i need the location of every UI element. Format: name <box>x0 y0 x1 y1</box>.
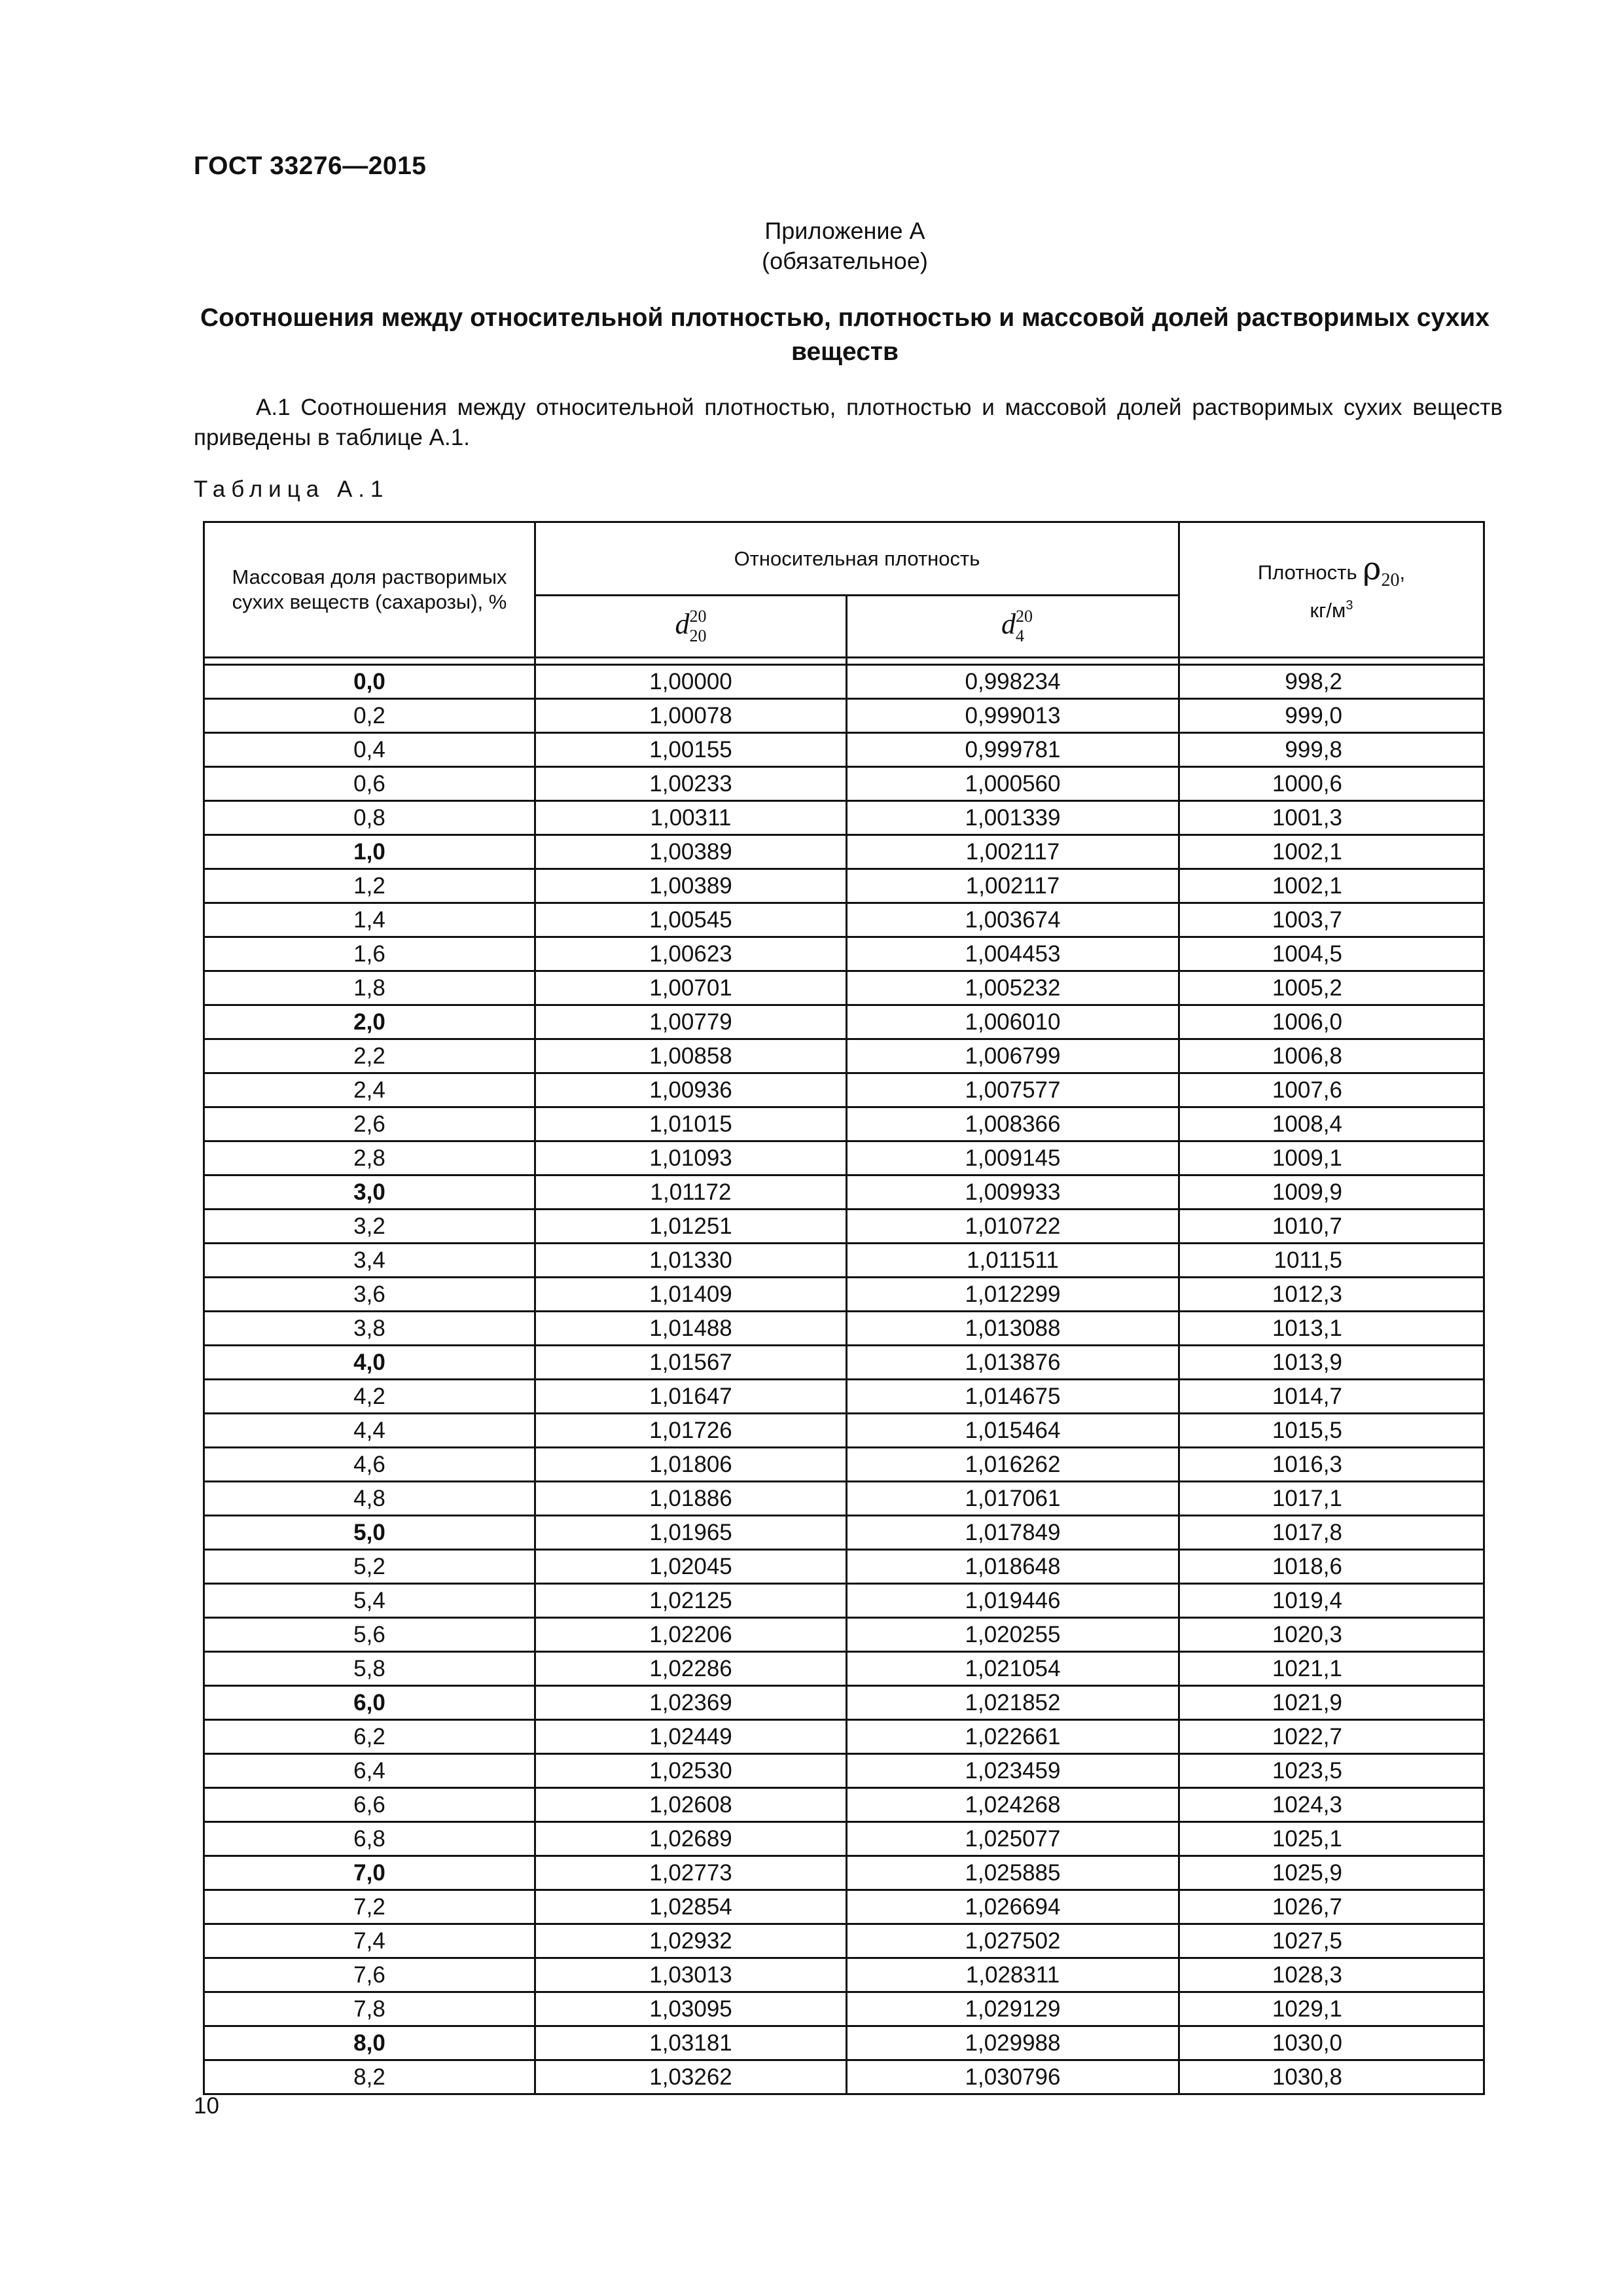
cell-mass-fraction: 0,0 <box>204 665 535 699</box>
cell-d20-4: 1,017849 <box>847 1516 1179 1550</box>
table-row <box>204 1107 1484 1141</box>
cell-mass-fraction: 4,4 <box>204 1414 535 1448</box>
cell-mass-fraction: 6,8 <box>204 1822 535 1856</box>
cell-d20-4: 1,029988 <box>847 2026 1179 2060</box>
cell-density: 1000,6 <box>1179 767 1484 801</box>
symbol-d20-20 <box>675 604 707 649</box>
cell-d20-4: 1,006010 <box>847 1005 1179 1039</box>
cell-d20-20: 1,00779 <box>535 1005 847 1039</box>
cell-density: 1007,6 <box>1179 1073 1484 1107</box>
cell-density: 1015,5 <box>1179 1414 1484 1448</box>
cell-d20-4: 0,999013 <box>847 699 1179 733</box>
appendix-heading <box>194 216 1496 276</box>
cell-mass-fraction: 0,6 <box>204 767 535 801</box>
cell-density: 1012,3 <box>1179 1278 1484 1312</box>
cell-d20-20: 1,01567 <box>535 1346 847 1380</box>
cell-d20-20: 1,00858 <box>535 1039 847 1073</box>
table-row <box>204 1141 1484 1175</box>
cell-mass-fraction: 5,2 <box>204 1550 535 1584</box>
cell-density: 1022,7 <box>1179 1720 1484 1754</box>
cell-d20-20: 1,01409 <box>535 1278 847 1312</box>
cell-density: 1018,6 <box>1179 1550 1484 1584</box>
cell-density: 1029,1 <box>1179 1992 1484 2026</box>
table-row <box>204 835 1484 869</box>
symbol-d20-20-base: d <box>675 608 690 640</box>
cell-mass-fraction: 7,0 <box>204 1856 535 1890</box>
cell-d20-4: 1,016262 <box>847 1448 1179 1482</box>
cell-d20-20: 1,02286 <box>535 1652 847 1686</box>
cell-d20-4: 1,000560 <box>847 767 1179 801</box>
cell-mass-fraction: 3,2 <box>204 1210 535 1244</box>
cell-d20-20: 1,00389 <box>535 835 847 869</box>
header-relative-density: Относительная плотность <box>535 522 1179 596</box>
table-row <box>204 1346 1484 1380</box>
table-row <box>204 1414 1484 1448</box>
cell-d20-20: 1,03262 <box>535 2060 847 2094</box>
cell-mass-fraction: 7,2 <box>204 1890 535 1924</box>
table-caption: Таблица А.1 <box>194 476 389 502</box>
appendix-title: Приложение А <box>764 217 925 244</box>
symbol-d20-4-sup: 20 <box>1016 607 1033 626</box>
cell-d20-4: 1,012299 <box>847 1278 1179 1312</box>
cell-density: 998,2 <box>1179 665 1484 699</box>
table-row <box>204 1073 1484 1107</box>
cell-density: 1027,5 <box>1179 1924 1484 1958</box>
cell-d20-20: 1,00233 <box>535 767 847 801</box>
cell-density: 1016,3 <box>1179 1448 1484 1482</box>
cell-d20-4: 1,001339 <box>847 801 1179 835</box>
cell-mass-fraction: 6,4 <box>204 1754 535 1788</box>
cell-density: 999,8 <box>1179 733 1484 767</box>
cell-d20-4: 1,028311 <box>847 1958 1179 1992</box>
cell-d20-4: 1,003674 <box>847 903 1179 937</box>
density-unit-power: 3 <box>1346 598 1353 613</box>
table-row <box>204 1686 1484 1720</box>
table-row <box>204 1210 1484 1244</box>
table-row <box>204 1618 1484 1652</box>
cell-d20-4: 1,014675 <box>847 1380 1179 1414</box>
cell-d20-4: 1,009145 <box>847 1141 1179 1175</box>
density-unit: кг/м <box>1310 599 1346 622</box>
cell-mass-fraction: 3,6 <box>204 1278 535 1312</box>
cell-d20-20: 1,00078 <box>535 699 847 733</box>
cell-d20-4: 1,026694 <box>847 1890 1179 1924</box>
table-row <box>204 903 1484 937</box>
cell-d20-4: 1,006799 <box>847 1039 1179 1073</box>
table-row <box>204 1175 1484 1210</box>
cell-density: 1025,9 <box>1179 1856 1484 1890</box>
cell-density: 1006,0 <box>1179 1005 1484 1039</box>
cell-d20-4: 1,018648 <box>847 1550 1179 1584</box>
cell-mass-fraction: 6,2 <box>204 1720 535 1754</box>
cell-mass-fraction: 1,0 <box>204 835 535 869</box>
cell-mass-fraction: 4,2 <box>204 1380 535 1414</box>
table-row <box>204 1278 1484 1312</box>
table-spacer-row <box>204 658 1484 665</box>
header-density <box>1179 522 1484 658</box>
spacer-cell <box>535 658 847 665</box>
cell-mass-fraction: 5,8 <box>204 1652 535 1686</box>
cell-density: 1003,7 <box>1179 903 1484 937</box>
cell-d20-20: 1,03095 <box>535 1992 847 2026</box>
cell-d20-20: 1,03181 <box>535 2026 847 2060</box>
table-row <box>204 1482 1484 1516</box>
cell-mass-fraction: 7,8 <box>204 1992 535 2026</box>
cell-d20-4: 1,004453 <box>847 937 1179 971</box>
cell-mass-fraction: 0,8 <box>204 801 535 835</box>
cell-mass-fraction: 1,4 <box>204 903 535 937</box>
table-row <box>204 801 1484 835</box>
table-row <box>204 1039 1484 1073</box>
cell-mass-fraction: 2,4 <box>204 1073 535 1107</box>
cell-d20-4: 0,998234 <box>847 665 1179 699</box>
cell-density: 1030,0 <box>1179 2026 1484 2060</box>
table-row <box>204 869 1484 903</box>
table-row <box>204 665 1484 699</box>
cell-d20-20: 1,01251 <box>535 1210 847 1244</box>
cell-d20-20: 1,02449 <box>535 1720 847 1754</box>
cell-d20-20: 1,00311 <box>535 801 847 835</box>
cell-mass-fraction: 7,6 <box>204 1958 535 1992</box>
cell-density: 1028,3 <box>1179 1958 1484 1992</box>
cell-d20-20: 1,01015 <box>535 1107 847 1141</box>
cell-d20-20: 1,01965 <box>535 1516 847 1550</box>
symbol-d20-4-sub: 4 <box>1016 626 1024 645</box>
cell-d20-20: 1,02206 <box>535 1618 847 1652</box>
cell-d20-20: 1,01172 <box>535 1175 847 1210</box>
cell-d20-20: 1,00623 <box>535 937 847 971</box>
header-density-label: Плотность <box>1257 561 1357 584</box>
cell-d20-20: 1,02773 <box>535 1856 847 1890</box>
cell-density: 1010,7 <box>1179 1210 1484 1244</box>
cell-density: 1013,1 <box>1179 1312 1484 1346</box>
cell-d20-20: 1,00545 <box>535 903 847 937</box>
cell-mass-fraction: 8,0 <box>204 2026 535 2060</box>
cell-density: 1001,3 <box>1179 801 1484 835</box>
cell-d20-20: 1,02125 <box>535 1584 847 1618</box>
cell-d20-4: 1,019446 <box>847 1584 1179 1618</box>
cell-mass-fraction: 1,6 <box>204 937 535 971</box>
cell-d20-20: 1,01886 <box>535 1482 847 1516</box>
cell-mass-fraction: 2,6 <box>204 1107 535 1141</box>
cell-d20-4: 1,021852 <box>847 1686 1179 1720</box>
table-row <box>204 1958 1484 1992</box>
table-row <box>204 937 1484 971</box>
document-header: ГОСТ 33276—2015 <box>194 152 427 180</box>
cell-density: 1021,1 <box>1179 1652 1484 1686</box>
table-row <box>204 1992 1484 2026</box>
table-row <box>204 699 1484 733</box>
cell-density: 1017,1 <box>1179 1482 1484 1516</box>
cell-mass-fraction: 0,4 <box>204 733 535 767</box>
symbol-d20-4-base: d <box>1001 608 1016 640</box>
cell-density: 1004,5 <box>1179 937 1484 971</box>
cell-d20-4: 1,011511 <box>847 1244 1179 1278</box>
cell-d20-20: 1,02530 <box>535 1754 847 1788</box>
cell-d20-4: 1,023459 <box>847 1754 1179 1788</box>
cell-density: 1020,3 <box>1179 1618 1484 1652</box>
cell-d20-4: 1,029129 <box>847 1992 1179 2026</box>
cell-d20-20: 1,01330 <box>535 1244 847 1278</box>
table-row <box>204 1720 1484 1754</box>
cell-d20-20: 1,01093 <box>535 1141 847 1175</box>
table-row <box>204 1584 1484 1618</box>
cell-density: 1014,7 <box>1179 1380 1484 1414</box>
spacer-cell <box>204 658 535 665</box>
cell-d20-4: 1,030796 <box>847 2060 1179 2094</box>
cell-mass-fraction: 2,8 <box>204 1141 535 1175</box>
cell-mass-fraction: 7,4 <box>204 1924 535 1958</box>
intro-paragraph: А.1 Соотношения между относительной плотностью, плотностью и массовой долей растворимых сухих веществ приведены в таблице А.1. <box>194 395 1503 450</box>
cell-density: 999,0 <box>1179 699 1484 733</box>
cell-d20-4: 1,027502 <box>847 1924 1179 1958</box>
cell-d20-20: 1,02045 <box>535 1550 847 1584</box>
table-row <box>204 767 1484 801</box>
cell-d20-20: 1,02369 <box>535 1686 847 1720</box>
cell-d20-20: 1,00000 <box>535 665 847 699</box>
table-row <box>204 1244 1484 1278</box>
cell-d20-20: 1,02932 <box>535 1924 847 1958</box>
spacer-cell <box>1179 658 1484 665</box>
cell-d20-4: 1,021054 <box>847 1652 1179 1686</box>
table-row <box>204 1856 1484 1890</box>
table-row <box>204 2026 1484 2060</box>
spacer-cell <box>847 658 1179 665</box>
table-row <box>204 1550 1484 1584</box>
cell-d20-4: 0,999781 <box>847 733 1179 767</box>
cell-mass-fraction: 3,4 <box>204 1244 535 1278</box>
density-table <box>203 521 1485 2095</box>
density-symbol: ρ <box>1363 550 1382 587</box>
header-d20-4 <box>847 596 1179 658</box>
cell-d20-4: 1,005232 <box>847 971 1179 1005</box>
table-row <box>204 971 1484 1005</box>
cell-d20-4: 1,024268 <box>847 1788 1179 1822</box>
cell-d20-4: 1,010722 <box>847 1210 1179 1244</box>
table-row <box>204 1516 1484 1550</box>
cell-d20-20: 1,00936 <box>535 1073 847 1107</box>
cell-density: 1009,1 <box>1179 1141 1484 1175</box>
cell-d20-20: 1,00389 <box>535 869 847 903</box>
header-density-unit <box>1180 593 1483 623</box>
appendix-status: (обязательное) <box>762 247 928 274</box>
table-row <box>204 1312 1484 1346</box>
table-body <box>204 658 1484 2094</box>
cell-mass-fraction: 3,8 <box>204 1312 535 1346</box>
cell-density: 1002,1 <box>1179 835 1484 869</box>
cell-density: 1019,4 <box>1179 1584 1484 1618</box>
cell-density: 1025,1 <box>1179 1822 1484 1856</box>
cell-d20-4: 1,017061 <box>847 1482 1179 1516</box>
table-row <box>204 1890 1484 1924</box>
cell-d20-4: 1,025885 <box>847 1856 1179 1890</box>
header-d20-20 <box>535 596 847 658</box>
symbol-d20-4 <box>1001 604 1033 649</box>
cell-density: 1009,9 <box>1179 1175 1484 1210</box>
cell-d20-20: 1,02608 <box>535 1788 847 1822</box>
header-density-line1: Плотность ρ20, <box>1257 550 1406 590</box>
cell-mass-fraction: 6,6 <box>204 1788 535 1822</box>
cell-d20-4: 1,022661 <box>847 1720 1179 1754</box>
cell-density: 1011,5 <box>1179 1244 1484 1278</box>
cell-d20-20: 1,00701 <box>535 971 847 1005</box>
cell-d20-4: 1,025077 <box>847 1822 1179 1856</box>
cell-mass-fraction: 2,2 <box>204 1039 535 1073</box>
cell-density: 1023,5 <box>1179 1754 1484 1788</box>
cell-d20-20: 1,03013 <box>535 1958 847 1992</box>
cell-d20-4: 1,020255 <box>847 1618 1179 1652</box>
header-mass-fraction <box>204 522 535 658</box>
cell-d20-4: 1,009933 <box>847 1175 1179 1210</box>
cell-d20-20: 1,02854 <box>535 1890 847 1924</box>
cell-d20-4: 1,013088 <box>847 1312 1179 1346</box>
cell-mass-fraction: 5,4 <box>204 1584 535 1618</box>
table-row <box>204 1754 1484 1788</box>
cell-d20-20: 1,01647 <box>535 1380 847 1414</box>
cell-d20-20: 1,00155 <box>535 733 847 767</box>
table-row <box>204 1924 1484 1958</box>
table-row <box>204 1822 1484 1856</box>
cell-density: 1013,9 <box>1179 1346 1484 1380</box>
cell-mass-fraction: 0,2 <box>204 699 535 733</box>
cell-mass-fraction: 4,8 <box>204 1482 535 1516</box>
header-mass-fraction-label: Массовая доля растворимых сухих веществ (сахарозы), % <box>232 565 507 613</box>
table-row <box>204 1652 1484 1686</box>
cell-d20-4: 1,007577 <box>847 1073 1179 1107</box>
cell-mass-fraction: 3,0 <box>204 1175 535 1210</box>
cell-mass-fraction: 5,0 <box>204 1516 535 1550</box>
cell-density: 1021,9 <box>1179 1686 1484 1720</box>
page-number: 10 <box>194 2093 219 2119</box>
cell-d20-4: 1,002117 <box>847 869 1179 903</box>
cell-mass-fraction: 8,2 <box>204 2060 535 2094</box>
cell-mass-fraction: 6,0 <box>204 1686 535 1720</box>
cell-d20-20: 1,01726 <box>535 1414 847 1448</box>
table-row <box>204 1788 1484 1822</box>
table-row <box>204 2060 1484 2094</box>
symbol-d20-20-sup: 20 <box>689 607 707 626</box>
cell-d20-4: 1,002117 <box>847 835 1179 869</box>
cell-mass-fraction: 2,0 <box>204 1005 535 1039</box>
cell-density: 1017,8 <box>1179 1516 1484 1550</box>
cell-density: 1026,7 <box>1179 1890 1484 1924</box>
cell-mass-fraction: 4,0 <box>204 1346 535 1380</box>
cell-density: 1008,4 <box>1179 1107 1484 1141</box>
cell-mass-fraction: 4,6 <box>204 1448 535 1482</box>
cell-d20-20: 1,01806 <box>535 1448 847 1482</box>
table-row <box>204 1005 1484 1039</box>
table-row <box>204 733 1484 767</box>
cell-density: 1002,1 <box>1179 869 1484 903</box>
cell-density: 1005,2 <box>1179 971 1484 1005</box>
cell-d20-20: 1,02689 <box>535 1822 847 1856</box>
cell-mass-fraction: 5,6 <box>204 1618 535 1652</box>
cell-d20-4: 1,008366 <box>847 1107 1179 1141</box>
cell-d20-20: 1,01488 <box>535 1312 847 1346</box>
cell-d20-4: 1,015464 <box>847 1414 1179 1448</box>
cell-d20-4: 1,013876 <box>847 1346 1179 1380</box>
cell-density: 1024,3 <box>1179 1788 1484 1822</box>
cell-mass-fraction: 1,8 <box>204 971 535 1005</box>
section-title: Соотношения между относительной плотностью, плотностью и массовой долей растворимых сухих веществ <box>200 304 1489 366</box>
table-row <box>204 1380 1484 1414</box>
table-row <box>204 1448 1484 1482</box>
cell-density: 1006,8 <box>1179 1039 1484 1073</box>
cell-mass-fraction: 1,2 <box>204 869 535 903</box>
symbol-d20-20-sub: 20 <box>689 626 707 645</box>
cell-density: 1030,8 <box>1179 2060 1484 2094</box>
density-symbol-subscript: 20 <box>1381 570 1400 590</box>
